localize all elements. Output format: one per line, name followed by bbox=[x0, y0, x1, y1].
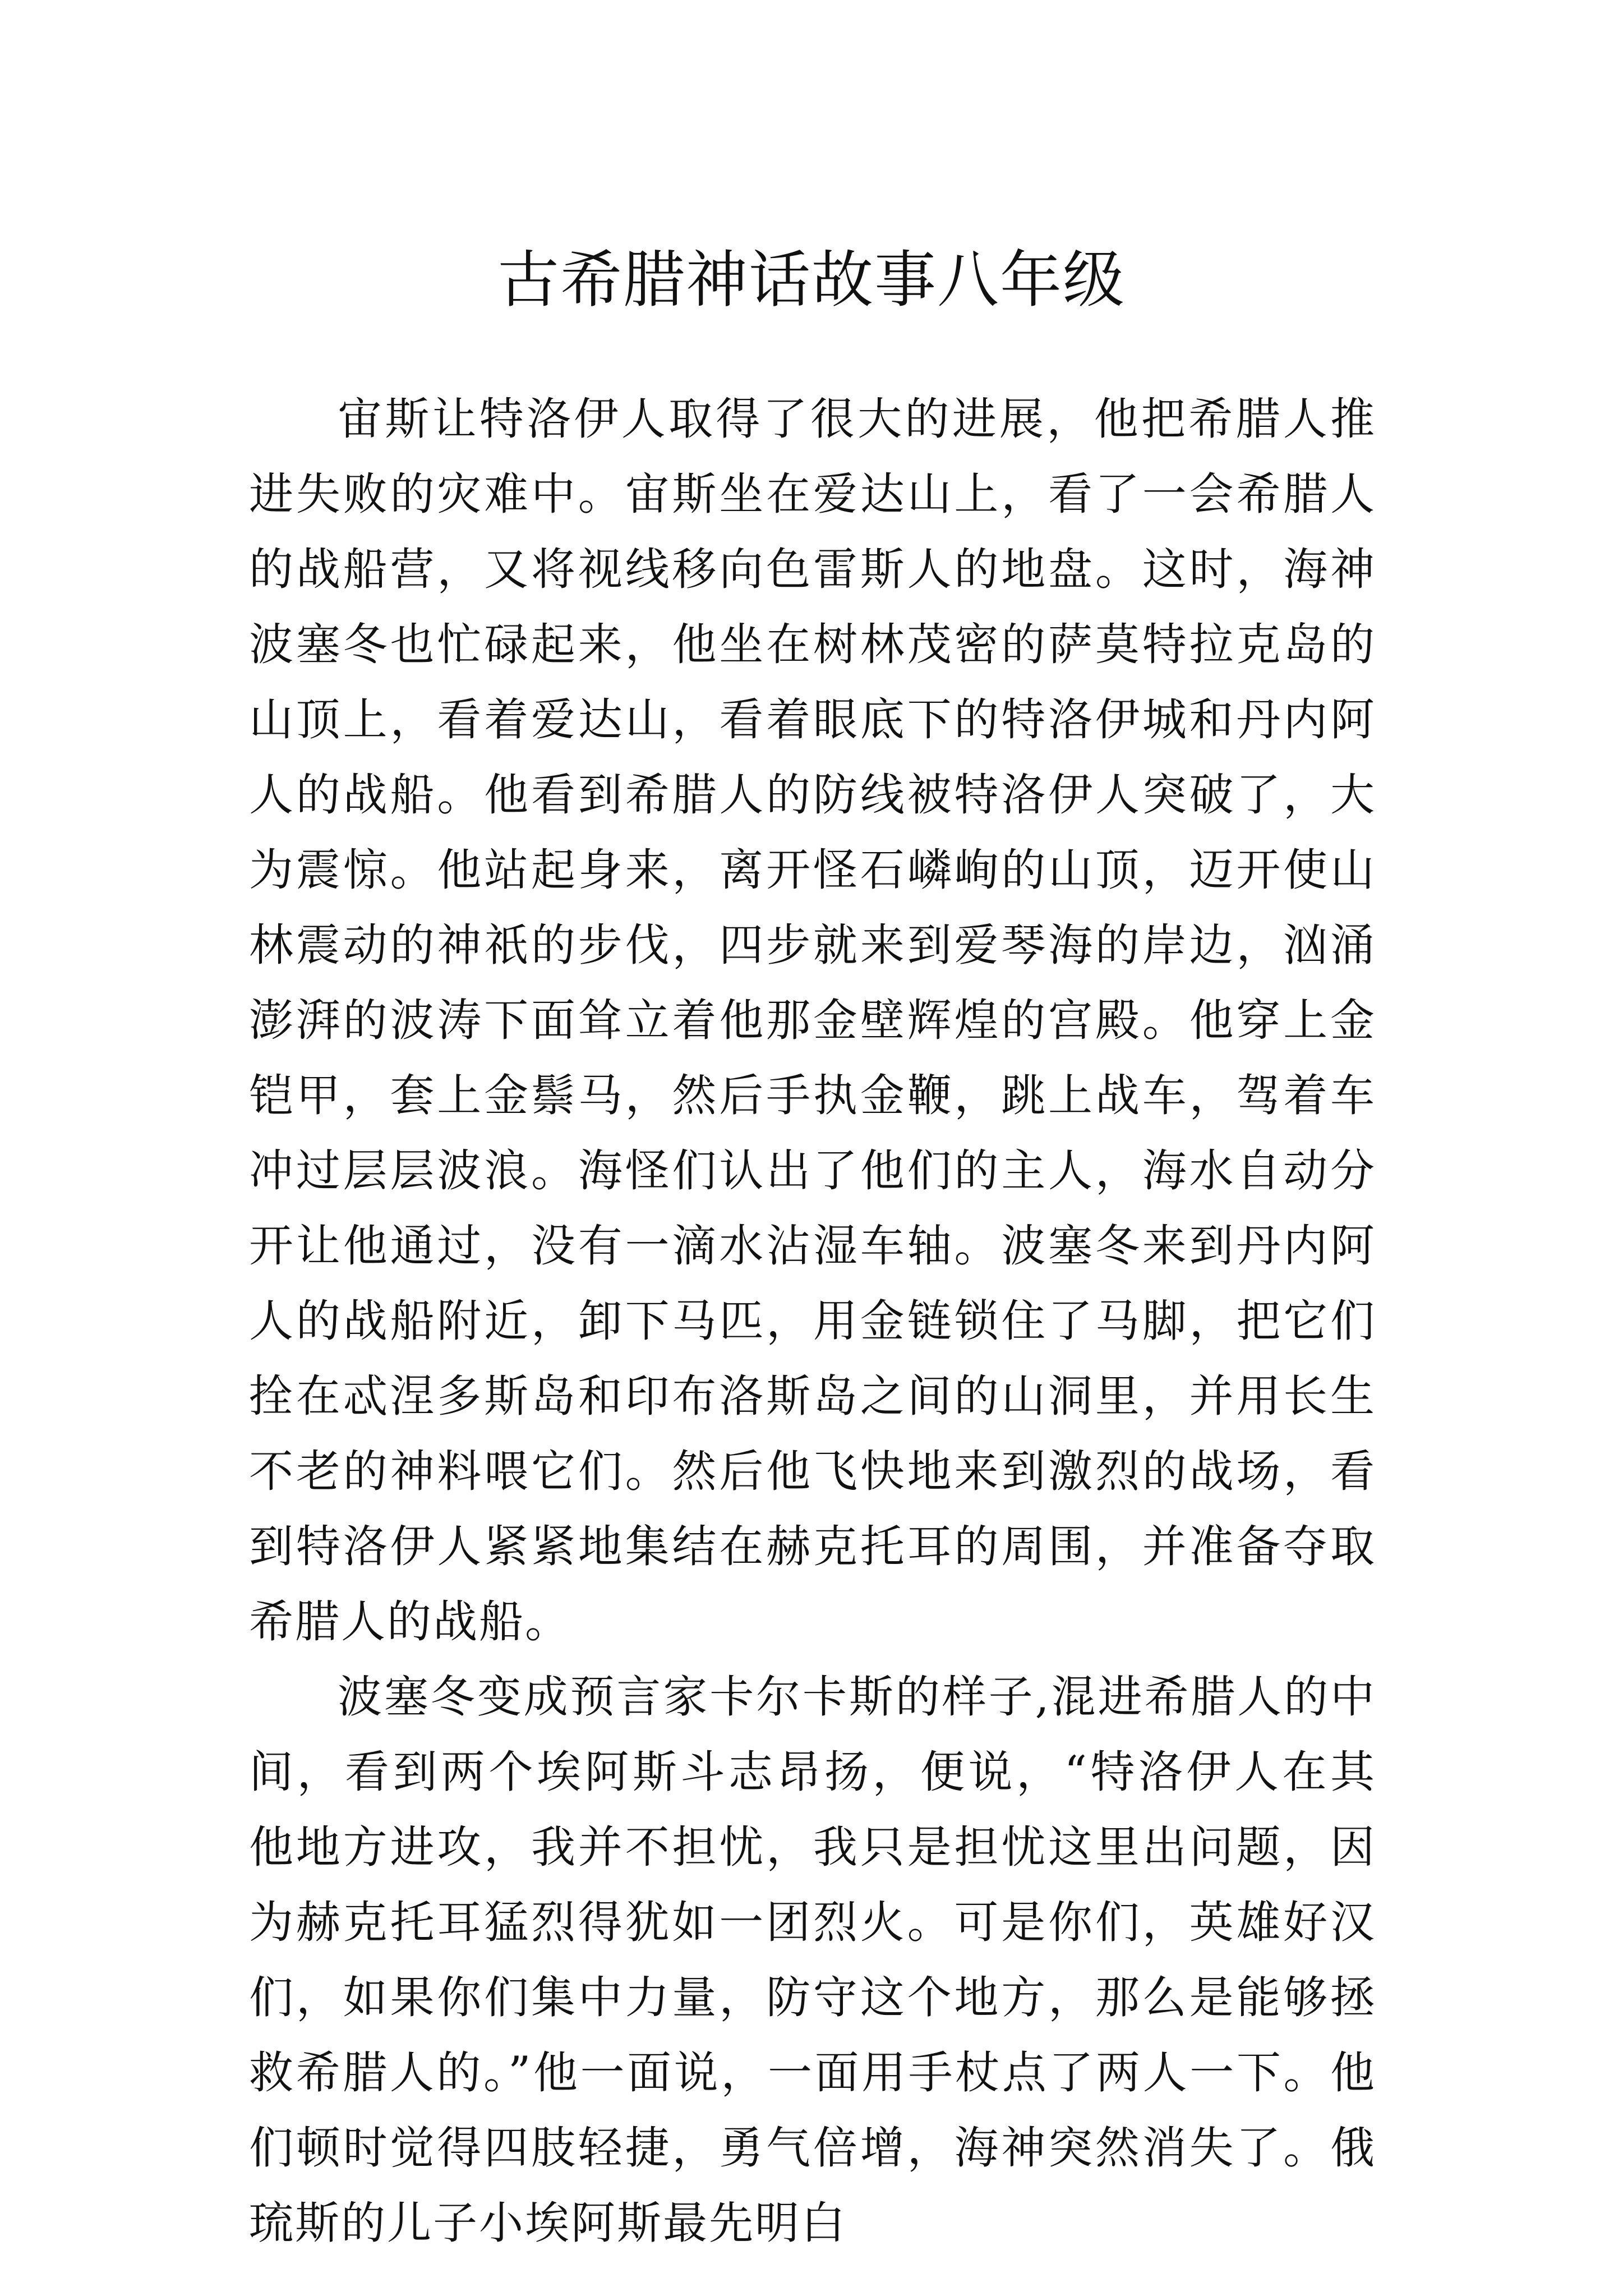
paragraph-1: 宙斯让特洛伊人取得了很大的进展，他把希腊人推进失败的灾难中。宙斯坐在爱达山上，看了一会希腊人的战船营，又将视线移向色雷斯人的地盘。这时，海神波塞冬也忙碌起来，他坐在树林茂密的萨莫特拉克岛的山顶上，看着爱达山，看着眼底下的特洛伊城和丹内阿人的战船。他看到希腊人的防线被特洛伊人突破了，大为震惊。他站起身来，离开怪石嶙峋的山顶，迈开使山林震动的神祇的步伐，四步就来到爱琴海的岸边，汹涌澎湃的波涛下面耸立着他那金壁辉煌的宫殿。他穿上金铠甲，套上金鬃马，然后手执金鞭，跳上战车，驾着车冲过层层波浪。海怪们认出了他们的主人，海水自动分开让他通过，没有一滴水沾湿车轴。波塞冬来到丹内阿人的战船附近，卸下马匹，用金链锁住了马脚，把它们拴在忒涅多斯岛和印布洛斯岛之间的山洞里，并用长生不老的神料喂它们。然后他飞快地来到激烈的战场，看到特洛伊人紧紧地集结在赫克托耳的周围，并准备夺取希腊人的战船。 bbox=[249, 393, 1376, 1648]
paragraph-2: 波塞冬变成预言家卡尔卡斯的样子,混进希腊人的中间，看到两个埃阿斯斗志昂扬，便说，“特洛伊人在其他地方进攻，我并不担忧，我只是担忧这里出问题，因为赫克托耳猛烈得犹如一团烈火。可是你们，英雄好汉们，如果你们集中力量，防守这个地方，那么是能够拯救希腊人的。”他一面说，一面用手杖点了两人一下。他们顿时觉得四肢轻捷，勇气倍增，海神突然消失了。俄琉斯的儿子小埃阿斯最先明白 bbox=[249, 1671, 1376, 2249]
document-body bbox=[249, 381, 1376, 2261]
page-title: 古希腊神话故事八年级 bbox=[497, 243, 1126, 316]
